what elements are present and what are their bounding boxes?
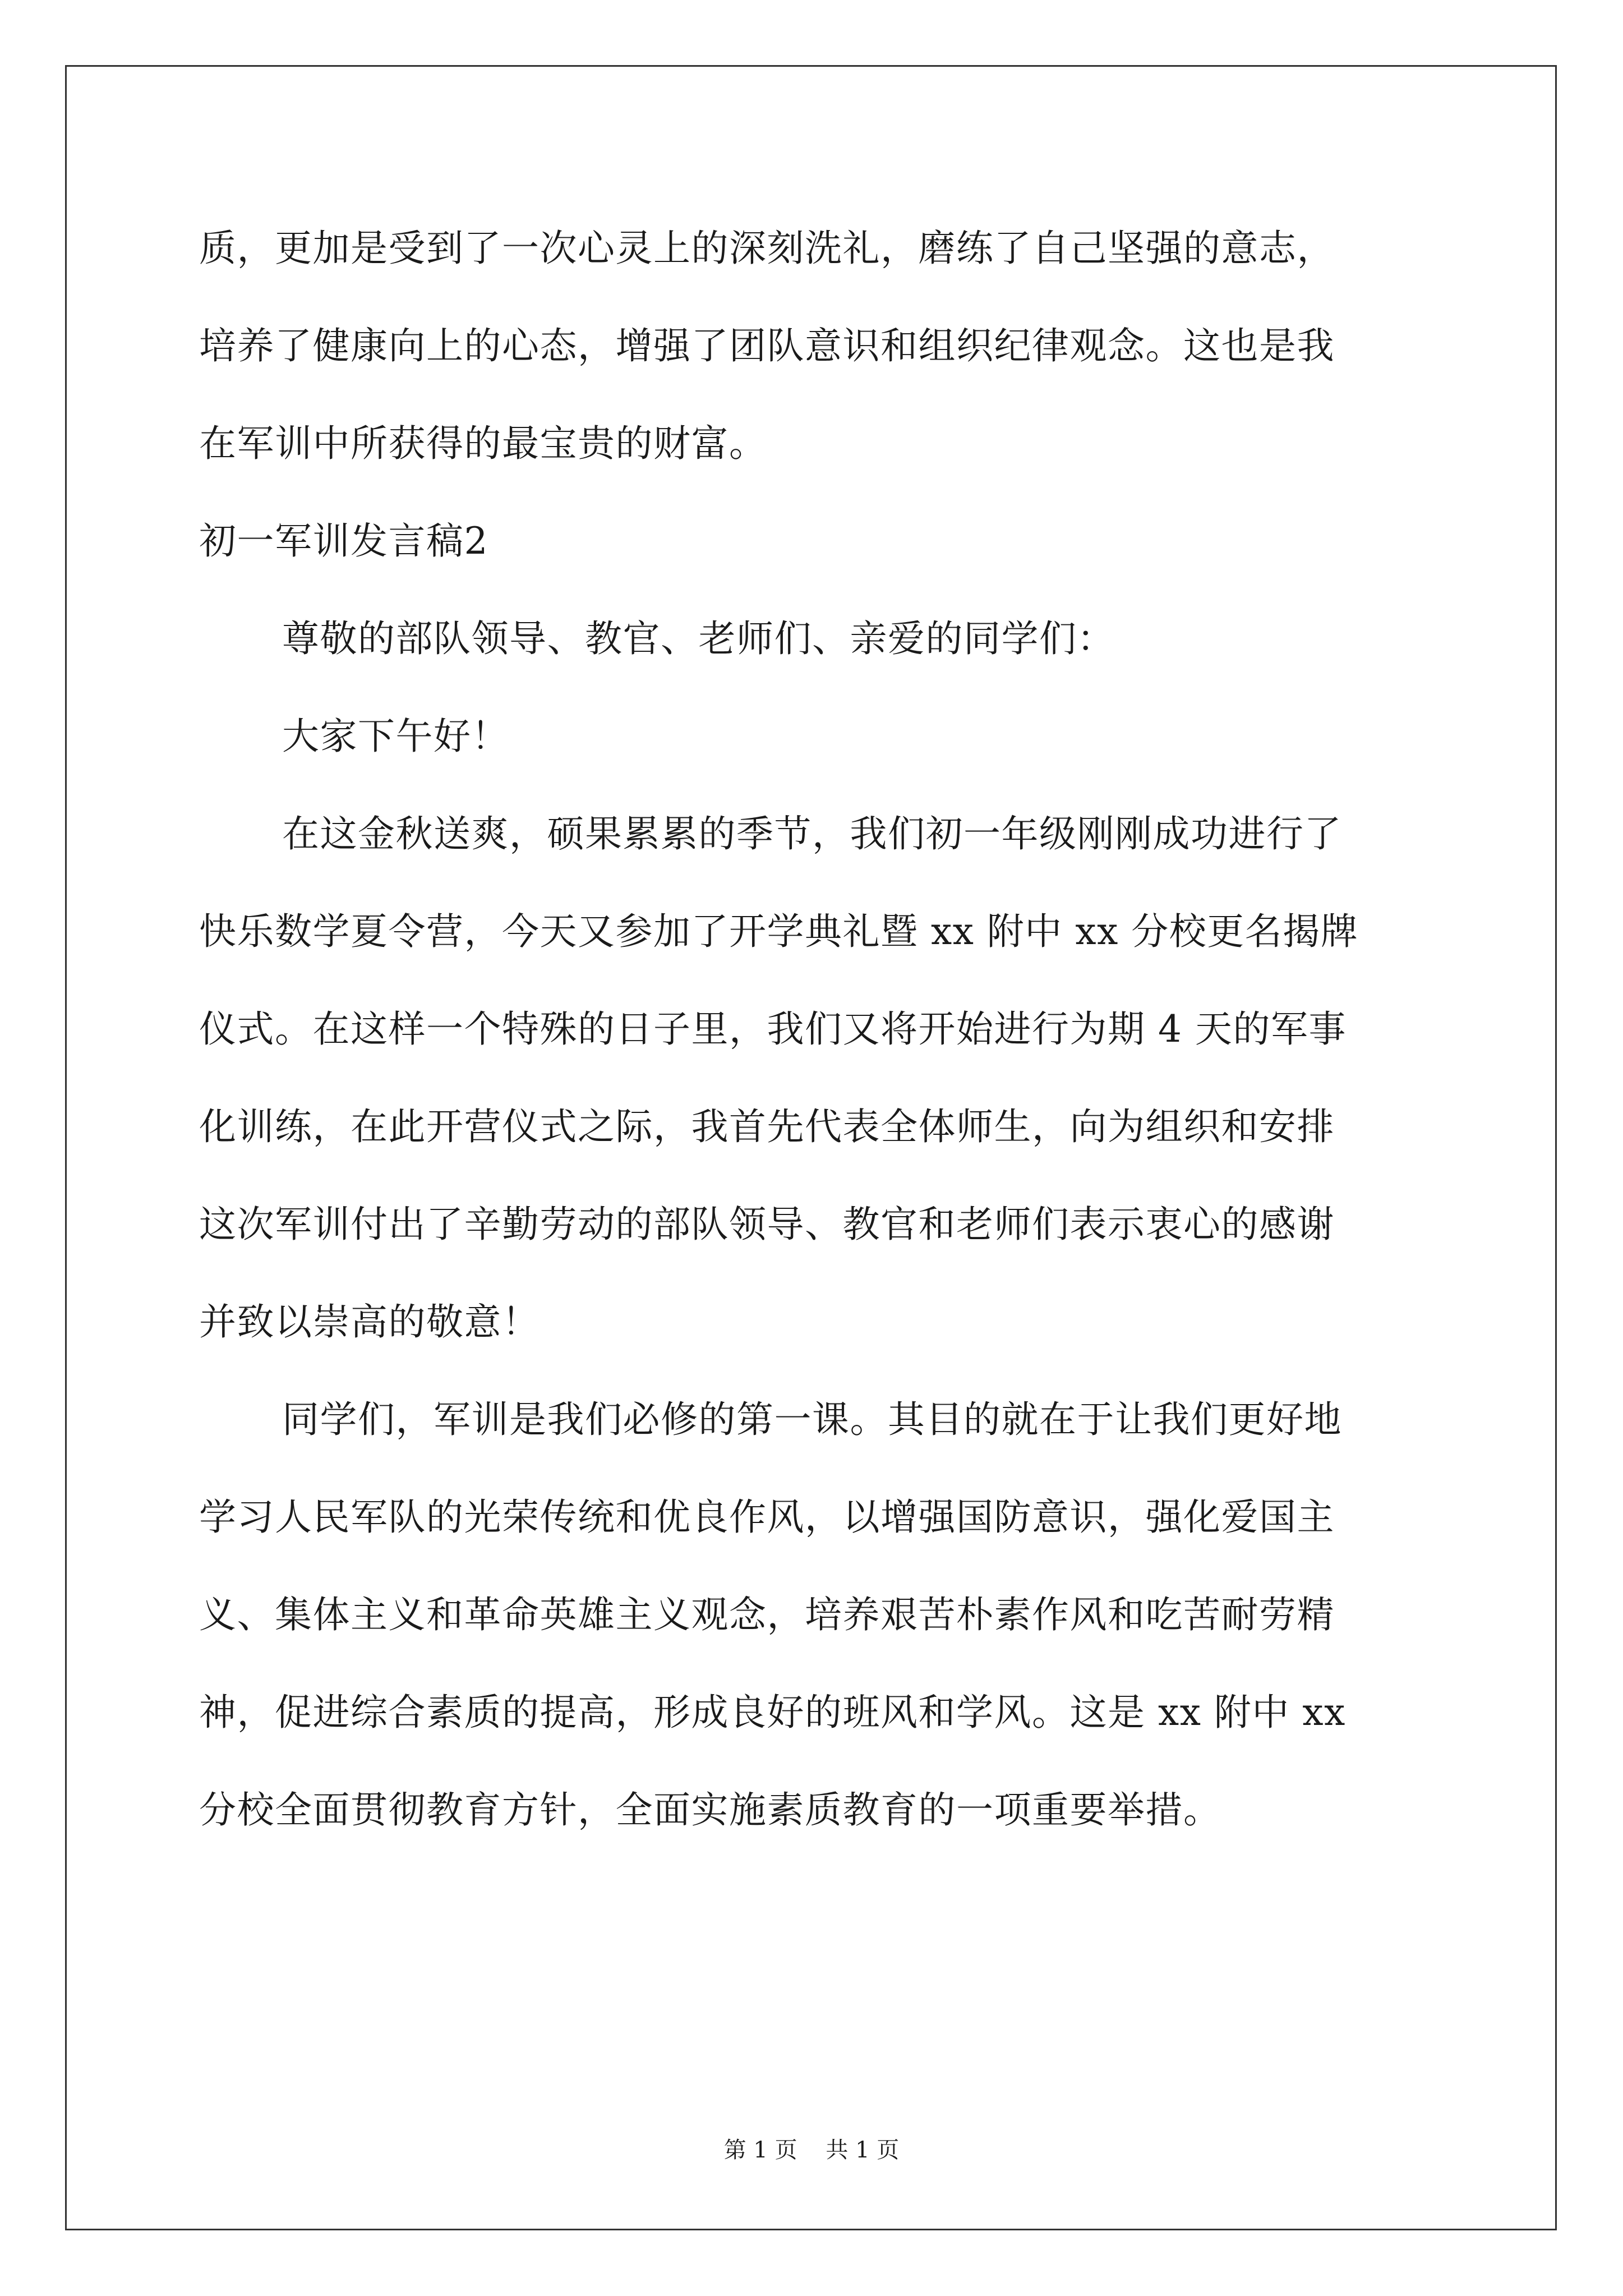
text-line: 质，更加是受到了一次心灵上的深刻洗礼，磨练了自己坚强的意志， [199, 227, 1335, 270]
text-line: 快乐数学夏令营，今天又参加了开学典礼暨 xx 附中 xx 分校更名揭牌 [199, 910, 1359, 953]
text-line: 义、集体主义和革命英雄主义观念，培养艰苦朴素作风和吃苦耐劳精 [199, 1593, 1335, 1636]
text-line: 在这金秋送爽，硕果累累的季节，我们初一年级刚刚成功进行了 [282, 812, 1342, 855]
section-title: 初一军训发言稿2 [199, 519, 488, 563]
text-line: 同学们，军训是我们必修的第一课。其目的就在于让我们更好地 [282, 1398, 1342, 1441]
text-line: 这次军训付出了辛勤劳动的部队领导、教官和老师们表示衷心的感谢 [199, 1203, 1335, 1246]
document-body [199, 200, 1427, 1859]
text-line: 培养了健康向上的心态，增强了团队意识和组织纪律观念。这也是我 [199, 324, 1335, 367]
greeting: 大家下午好！ [282, 715, 509, 758]
text-line: 神，促进综合素质的提高，形成良好的班风和学风。这是 xx 附中 xx [199, 1691, 1346, 1734]
page-footer: 第 1 页 共 1 页 [723, 2137, 900, 2163]
salutation: 尊敬的部队领导、教官、老师们、亲爱的同学们： [282, 617, 1115, 660]
text-line: 在军训中所获得的最宝贵的财富。 [199, 422, 767, 465]
text-line: 仪式。在这样一个特殊的日子里，我们又将开始进行为期 4 天的军事 [199, 1007, 1347, 1051]
text-line: 化训练，在此开营仪式之际，我首先代表全体师生，向为组织和安排 [199, 1105, 1335, 1148]
text-line: 分校全面贯彻教育方针，全面实施素质教育的一项重要举措。 [199, 1788, 1221, 1832]
text-line: 并致以崇高的敬意！ [199, 1300, 540, 1343]
text-line: 学习人民军队的光荣传统和优良作风，以增强国防意识，强化爱国主 [199, 1496, 1335, 1539]
